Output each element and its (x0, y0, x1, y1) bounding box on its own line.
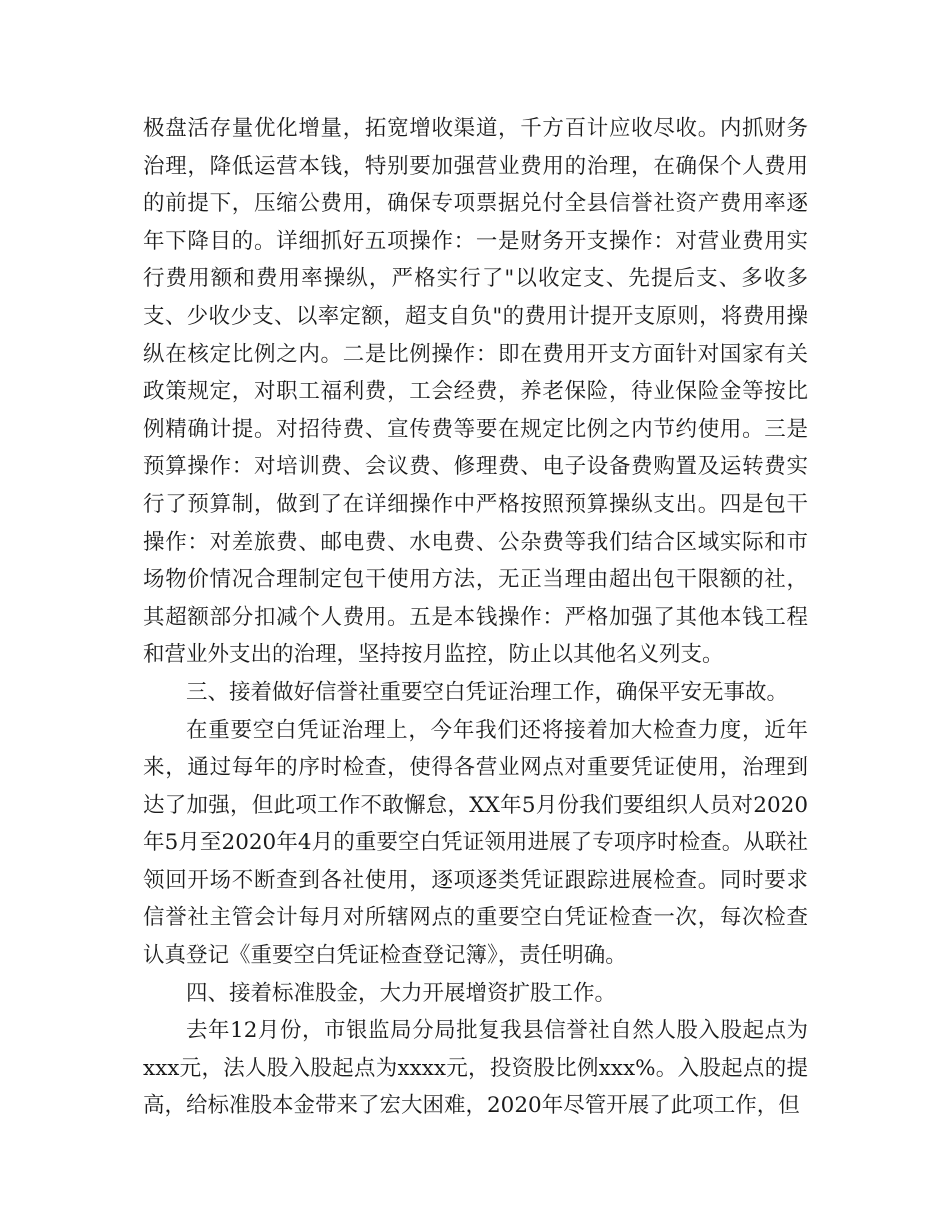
paragraph-share-capital: 去年12月份，市银监局分局批复我县信誉社自然人股入股起点为xxx元，法人股入股起点为xxxx元，投资股比例xxx%。入股起点的提高，给标准股本金带来了宏大困难，2020年尽管开展了此项工作，但 (143, 1018, 808, 1119)
section-heading-blank-vouchers: 三、接着做好信誉社重要空白凭证治理工作，确保平安无事故。 (186, 679, 789, 705)
paragraph-finance-controls: 极盘活存量优化增量，拓宽增收渠道，千方百计应收尽收。内抓财务治理，降低运营本钱，特别要加强营业费用的治理，在确保个人费用的前提下，压缩公费用，确保专项票据兑付全县信誉社资产费用率逐年下降目的。详细抓好五项操作：一是财务开支操作：对营业费用实行费用额和费用率操纵，严格实行了"以收定支、先提后支、多收多支、少收少支、以率定额，超支自负"的费用计提开支原则，将费用操纵在核定比例之内。二是比例操作：即在费用开支方面针对国家有关政策规定，对职工福利费，工会经费，养老保险，待业保险金等按比例精确计提。对招待费、宣传费等要在规定比例之内节约使用。三是预算操作：对培训费、会议费、修理费、电子设备费购置及运转费实行了预算制，做到了在详细操作中严格按照预算操纵支出。四是包干操作：对差旅费、邮电费、水电费、公杂费等我们结合区域实际和市场物价情况合理制定包干使用方法，无正当理由超出包干限额的社，其超额部分扣减个人费用。五是本钱操作：严格加强了其他本钱工程和营业外支出的治理，坚持按月监控，防止以其他名义列支。 (143, 116, 808, 668)
document-body (143, 110, 808, 1125)
paragraph-blank-vouchers: 在重要空白凭证治理上，今年我们还将接着加大检查力度，近年来，通过每年的序时检查，使得各营业网点对重要凭证使用，治理到达了加强，但此项工作不敢懈怠，XX年5月份我们要组织人员对2020年5月至2020年4月的重要空白凭证领用进展了专项序时检查。从联社领回开场不断查到各社使用，逐项逐类凭证跟踪进展检查。同时要求信誉社主管会计每月对所辖网点的重要空白凭证检查一次，每次检查认真登记《重要空白凭证检查登记簿》，责任明确。 (143, 717, 808, 969)
section-heading-share-capital: 四、接着标准股金，大力开展增资扩股工作。 (186, 980, 617, 1006)
